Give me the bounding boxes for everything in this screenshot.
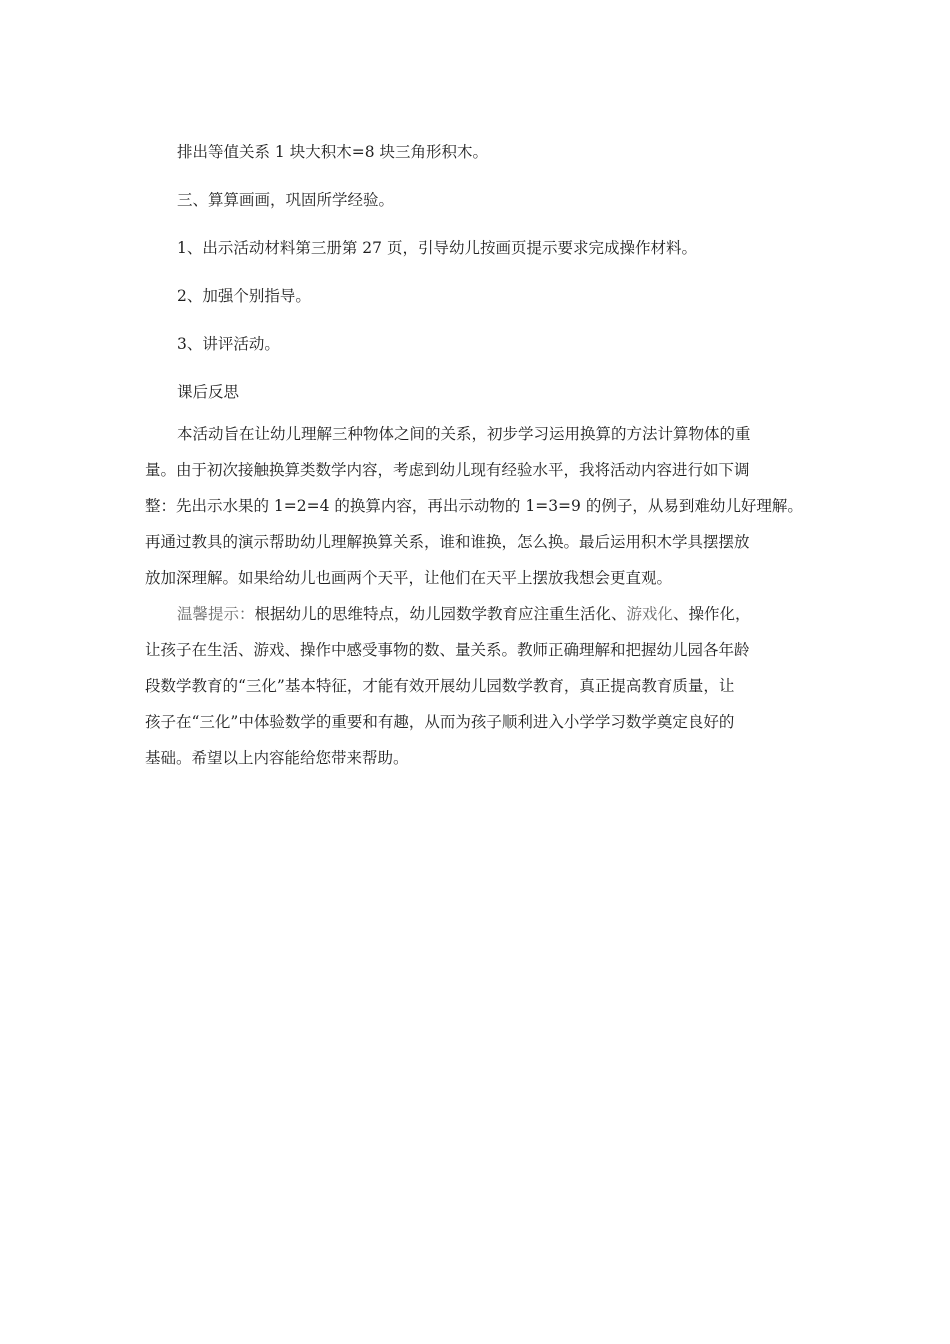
tip-paragraph bbox=[145, 596, 805, 776]
document-content bbox=[145, 128, 805, 776]
tip-text: 根据幼儿的思维特点，幼儿园数学教育应注重生活化、 bbox=[254, 605, 627, 623]
tip-line: 让孩子在生活、游戏、操作中感受事物的数、量关系。教师正确理解和把握幼儿园各年龄 bbox=[145, 641, 750, 659]
paragraph-step-1: 1、出示活动材料第三册第 27 页，引导幼儿按画页提示要求完成操作材料。 bbox=[177, 239, 697, 257]
reflection-line: 量。由于初次接触换算类数学内容，考虑到幼儿现有经验水平，我将活动内容进行如下调 bbox=[145, 461, 750, 479]
paragraph-step-2: 2、加强个别指导。 bbox=[177, 287, 311, 305]
paragraph-equivalence: 排出等值关系 1 块大积木=8 块三角形积木。 bbox=[177, 143, 488, 161]
reflection-line: 再通过教具的演示帮助幼儿理解换算关系，谁和谁换，怎么换。最后运用积木学具摆摆放 bbox=[145, 533, 750, 551]
heading-reflection: 课后反思 bbox=[177, 383, 240, 401]
paragraph-section-three-heading: 三、算算画画，巩固所学经验。 bbox=[177, 191, 395, 209]
reflection-line: 放加深理解。如果给幼儿也画两个天平，让他们在天平上摆放我想会更直观。 bbox=[145, 569, 673, 587]
tip-line bbox=[145, 596, 805, 632]
tip-text-gray: 游戏化 bbox=[626, 605, 674, 623]
tip-line: 段数学教育的“三化”基本特征，才能有效开展幼儿园数学教育，真正提高教育质量，让 bbox=[145, 677, 735, 695]
tip-line: 孩子在“三化”中体验数学的重要和有趣，从而为孩子顺利进入小学学习数学奠定良好的 bbox=[145, 713, 735, 731]
tip-line: 基础。希望以上内容能给您带来帮助。 bbox=[145, 749, 409, 767]
reflection-line: 整：先出示水果的 1=2=4 的换算内容，再出示动物的 1=3=9 的例子，从易到难幼儿好理解。 bbox=[145, 497, 803, 515]
reflection-paragraph bbox=[145, 416, 805, 596]
tip-label: 温馨提示： bbox=[177, 605, 255, 623]
reflection-line: 本活动旨在让幼儿理解三种物体之间的关系，初步学习运用换算的方法计算物体的重 bbox=[177, 425, 751, 443]
paragraph-step-3: 3、讲评活动。 bbox=[177, 335, 280, 353]
tip-text: 、操作化， bbox=[673, 605, 751, 623]
